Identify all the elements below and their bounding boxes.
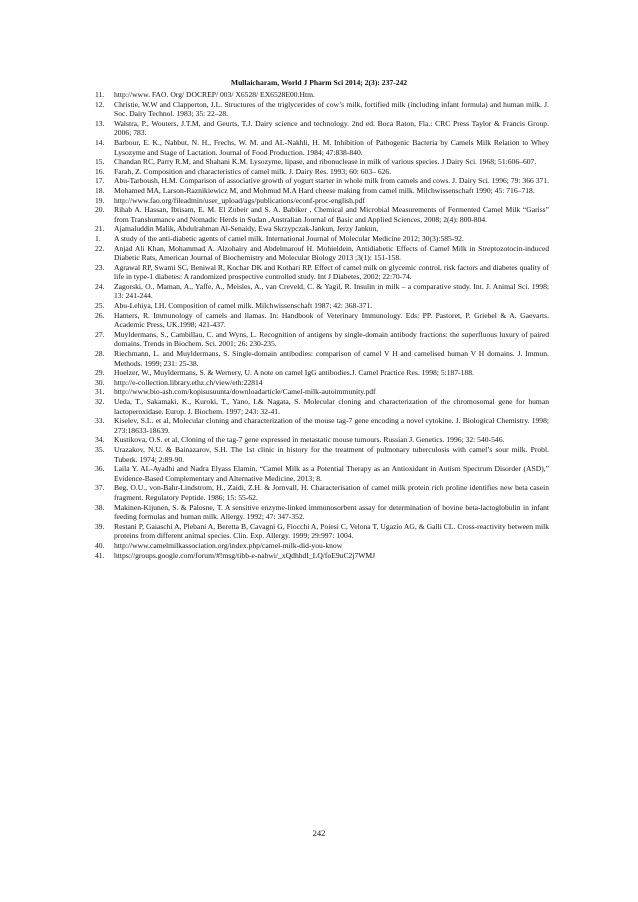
reference-item — [95, 387, 549, 397]
reference-number: 23. — [95, 262, 105, 272]
reference-number: 15. — [95, 157, 105, 167]
reference-text: Ueda, T., Sakamaki, K., Kuroki, T., Yano, I.& Nagata, S. Molecular cloning and characterization of the chromosomal gene for human lactoperoxidase. Europ. J. Biochem. 1997; 243: 32-41. — [114, 397, 549, 416]
reference-text: Abu-Tarboush, H.M. Comparison of associative growth of yogurt starter in whole milk from camels and cows. J. Dairy Sci. 1996; 79: 366 371. — [114, 176, 549, 186]
reference-list — [95, 90, 549, 560]
reference-item — [95, 522, 549, 541]
reference-item — [95, 330, 549, 349]
reference-number: 30. — [95, 377, 105, 387]
reference-text: A study of the anti-diabetic agents of camel milk. International Journal of Molecular Medicine 2012; 30(3):585-92. — [114, 233, 464, 243]
reference-number: 11. — [95, 90, 105, 99]
reference-item — [95, 282, 549, 301]
reference-text: https://groups.google.com/forum/#!msg/tibb-e-nabwi/_xQdhhdI_LQ/foE9uC2j7WMJ — [114, 550, 376, 560]
reference-text: Agrawal RP, Swami SC, Beniwal R, Kochar DK and Kothari RP. Effect of camel milk on glycemic control, risk factors and diabetes quality of life in type-1 diabetes: A randomized prospective controlled study. Int J Diabetes, 2002; 22:70-74. — [114, 262, 549, 282]
reference-text: Walstra, P., Wouters, J.T.M, and Geurts, T.J. Dairy science and technology. 2nd ed. Boca Raton, Fla.: CRC Press Taylor & Francis Group. 2006; 783. — [114, 118, 549, 138]
reference-number: 16. — [95, 166, 105, 176]
reference-number: 27. — [95, 329, 105, 339]
reference-number: 26. — [95, 310, 105, 320]
reference-number: 39. — [95, 521, 105, 531]
reference-text: Chandan RC, Parry R.M, and Shahani K.M. Lysozyme, lipase, and ribonuclease in milk of various species. J Dairy Sci. 1968; 51:606–607. — [114, 157, 537, 167]
reference-number: 35. — [95, 444, 105, 454]
reference-number: 17. — [95, 176, 105, 186]
reference-item — [95, 90, 549, 100]
reference-number: 14. — [95, 137, 105, 147]
reference-text: http://www.bio-ash.com/kopisusuunta/downloadarticle/Camel-milk-autoimmunity.pdf — [114, 387, 376, 397]
reference-number: 31. — [95, 387, 105, 397]
reference-item — [95, 196, 549, 206]
reference-item — [95, 311, 549, 330]
reference-text: http://www.fao.org/fileadmin/user_upload/ags/publications/econf-proc-english.pdf — [114, 195, 365, 205]
reference-number: 20. — [95, 205, 105, 215]
reference-item — [95, 483, 549, 502]
reference-item — [95, 445, 549, 464]
reference-item — [95, 435, 549, 445]
reference-item — [95, 186, 549, 196]
reference-text: Zagorski, O., Maman, A., Yaffe, A., Meisles, A., van Creveld, C. & Yagil, R. Insulin in milk – a comparative study. Int. J. Animal Sci. 1998; 13: 241-244. — [114, 281, 549, 301]
reference-item — [95, 205, 549, 224]
reference-number: 41. — [95, 550, 105, 560]
reference-text: Riechmann, L. and Muyldermans, S. Single-domain antibodies: comparison of camel V H and camelised human V H domains. J. Immun. Methods. 1999; 231: 25-38. — [114, 349, 549, 368]
reference-item — [95, 244, 549, 263]
reference-text: Urazakov, N.U. & Bainazarov, S.H. The 1st clinic in history for the treatment of pulmonary tuberculosis with camel’s sour milk. Probl. Tuberk. 1974; 2:89-90. — [114, 444, 549, 464]
reference-text: Ajamaluddin Malik, Abdulrahman Al-Senaidy, Ewa Skrzypczak-Jankun, Jerzy Jankun, — [114, 224, 379, 234]
reference-text: Kiselev, S.L. et al, Molecular cloning and characterization of the mouse tag-7 gene encoding a novel cytokine. J. Biological Chemistry. 1998; 273:18633-18639. — [114, 416, 549, 435]
reference-number: 19. — [95, 195, 105, 205]
reference-number: 18. — [95, 185, 105, 195]
reference-item — [95, 301, 549, 311]
reference-number: 32. — [95, 397, 105, 406]
reference-item — [95, 378, 549, 388]
reference-text: Christie, W.W and Clapperton, J.L. Structures of the triglycerides of cow’s milk, fortified milk (including infant formula) and human milk. J. Soc. Dairy Technol. 1983; 35: 22–28. — [114, 99, 549, 119]
reference-text: Makinen-Kijunen, S. & Palosne, T. A sensitive enzyme-linked immunosorbent assay for determination of bovine beta-lactoglobulin in infant feeding formulas and human milk. Allergy. 1992; 47: 347-352. — [114, 502, 549, 522]
reference-number: 28. — [95, 349, 105, 359]
reference-text: http://www.camelmilkassociation.org/index.php/camel-milk-did-you-know — [114, 540, 343, 550]
reference-item — [95, 263, 549, 282]
reference-item — [95, 397, 549, 416]
reference-item — [95, 541, 549, 551]
reference-number: 38. — [95, 502, 105, 512]
reference-item — [95, 138, 549, 157]
reference-item — [95, 176, 549, 186]
reference-text: Farah, Z. Composition and characteristics of camel milk. J. Dairy Res. 1993; 60: 603– 626. — [114, 166, 392, 176]
reference-item — [95, 157, 549, 167]
reference-number: 24. — [95, 281, 105, 291]
reference-text: Muyldermans, S., Cambillau, C. and Wyns, L. Recognition of antigens by single-domain antibody fractions: the superfluous luxury of paired domains. Trends in Biochem. Sci. 2001; 26: 230-235. — [114, 329, 549, 349]
reference-text: Abu-Lehiya, I.H. Composition of camel milk. Milchwissenschaft 1987; 42: 368-371. — [114, 301, 373, 311]
reference-item — [95, 368, 549, 378]
reference-item — [95, 551, 549, 561]
reference-text: Mohamed MA, Larson-Raznikiewicz M, and Mohmud M.A Hard cheese making from camel milk. Milchwissenschaft 1990; 45: 716–718. — [114, 185, 535, 195]
reference-number: 21. — [95, 224, 105, 234]
reference-number: 25. — [95, 301, 105, 311]
reference-text: Hoelzer, W., Muyldermans, S. & Wernery, U. A note on camel IgG antibodies.J. Camel Practice Res. 1998; 5:187-188. — [114, 368, 474, 378]
reference-text: Rihab A. Hassan, Ibtisam, E. M. El Zubeir and S. A. Babiker , Chemical and Microbial Measurements of Fermented Camel Milk “Gariss” from Transhumance and Nomadic Herds in Sudan ,Australian Journal of Basic and Applied Sciences, 2008; 2(4): 800-804. — [114, 205, 549, 224]
reference-number: 29. — [95, 368, 105, 378]
reference-text: Beg, O.U., von-Bahr-Lindstrom, H., Zaidi, Z.H. & Jornvall, H. Characterisation of camel milk protein rich proline identifies new beta casein fragment. Regulatory Peptide. 1986; 15: 55-62. — [114, 483, 549, 502]
reference-number: 12. — [95, 99, 105, 109]
reference-text: Restani P, Gaiaschi A, Plebani A, Beretta B, Cavagni G, Fiocchi A, Poiesi C, Velona T, Ugazio AG, & Galli CL. Cross-reactivity between milk proteins from different animal species. Clin. Exp. Allergy. 1999; 29:997: 1004. — [114, 521, 549, 541]
reference-item — [95, 416, 549, 435]
reference-item — [95, 234, 549, 244]
reference-number: 33. — [95, 416, 105, 426]
reference-text: Hamers, R. Immunology of camels and llamas. In: Handbook of Veterinary Immunology. Eds: PP. Pastoret, P. Griebel & A. Gaevarts. Academic Press, UK.1998; 421-437. — [114, 310, 549, 330]
reference-item — [95, 100, 549, 119]
reference-text: Kustikova, O.S. et al, Cloning of the tag-7 gene expressed in metastatic mouse tumours. Russian J. Genetics. 1996; 32: 540-546. — [114, 435, 505, 445]
reference-number: 36. — [95, 464, 105, 474]
reference-number: 13. — [95, 118, 105, 128]
reference-item — [95, 503, 549, 522]
reference-number: 1. — [95, 233, 101, 243]
reference-text: Barbour, E. K., Nabbut, N. H., Frechs, W. M. and AL-Nakhli, H. M. Inhibition of Pathogenic Bacteria by Camels Milk Relation to Whey Lysozyme and Stage of Lactation. Journal of Food Production. 1984; 47:838-840. — [114, 137, 549, 157]
reference-item — [95, 349, 549, 368]
reference-text: Laila Y. AL-Ayadhi and Nadra Elyass Elamin, “Camel Milk as a Potential Therapy as an Antioxidant in Autism Spectrum Disorder (ASD),” Evidence-Based Complementary and Alternative Medicine, 2013; 8. — [114, 464, 549, 483]
reference-item — [95, 224, 549, 234]
reference-item — [95, 119, 549, 138]
reference-number: 22. — [95, 243, 105, 253]
reference-item — [95, 464, 549, 483]
reference-item — [95, 167, 549, 177]
running-header: Mullaicharam, World J Pharm Sci 2014; 2(3): 237-242 — [230, 78, 408, 87]
reference-text: http://e-collection.library.ethz.ch/view/eth:22814 — [114, 377, 263, 387]
reference-number: 40. — [95, 540, 105, 550]
page-number: 242 — [312, 828, 326, 838]
reference-text: Anjad Ali Khan, Mohammad A. Alzohairy and Abdelmarouf H. Mohieldein, Antidiabetic Effects of Camel Milk in Streptozotocin-induced Diabetic Rats, American Journal of Biochemistry and Molecular Biology 2013 ;3(1): 151-158. — [114, 243, 549, 263]
reference-number: 37. — [95, 483, 105, 493]
reference-number: 34. — [95, 435, 105, 445]
reference-text: http://www. FAO. Org/ DOCREP/ 003/ X6528/ EX6528E00.Htm. — [114, 90, 315, 99]
